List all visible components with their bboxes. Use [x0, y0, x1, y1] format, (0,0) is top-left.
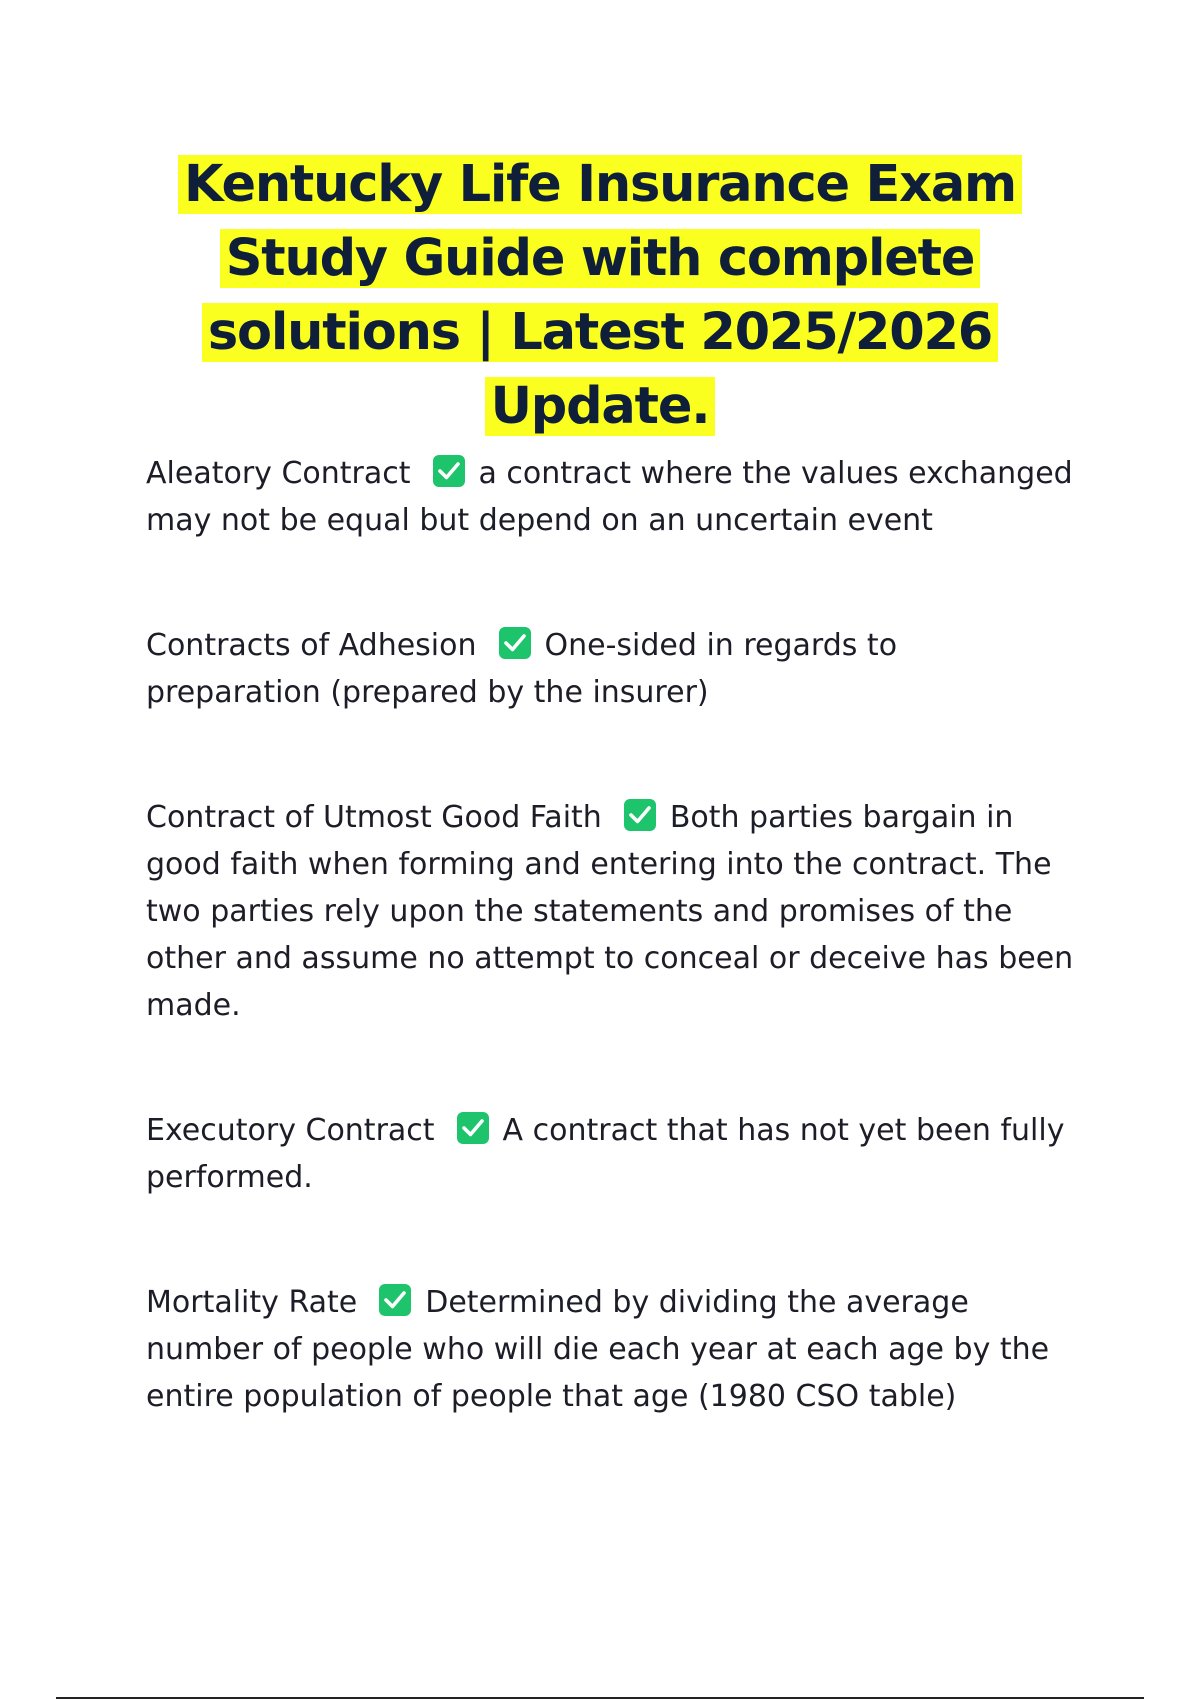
list-item [146, 1107, 1076, 1201]
term-list [146, 450, 1076, 1420]
list-item [146, 622, 1076, 716]
term-label: Contracts of Adhesion [146, 628, 477, 663]
term-definition: a contract where the values exchanged may not be equal but depend on an uncertain event [146, 456, 1073, 538]
check-mark-icon [379, 1284, 411, 1316]
title-block [100, 148, 1100, 444]
term-label: Mortality Rate [146, 1285, 358, 1320]
list-item [146, 1279, 1076, 1420]
term-label: Aleatory Contract [146, 456, 411, 491]
term-label: Contract of Utmost Good Faith [146, 800, 602, 835]
check-mark-icon [499, 627, 531, 659]
term-definition: Both parties bargain in good faith when forming and entering into the contract. The two parties rely upon the statements and promises of the other and assume no attempt to conceal or deceive has been made. [146, 800, 1074, 1023]
check-mark-icon [433, 455, 465, 487]
check-mark-icon [457, 1112, 489, 1144]
check-mark-icon [624, 799, 656, 831]
page-bottom-divider [56, 1697, 1144, 1699]
list-item [146, 794, 1076, 1029]
term-definition: A contract that has not yet been fully performed. [146, 1113, 1065, 1195]
page-title-text: Kentucky Life Insurance Exam Study Guide with complete solutions | Latest 2025/2026 Update. [178, 155, 1022, 436]
term-definition: Determined by dividing the average number of people who will die each year at each age by the entire population of people that age (1980 CSO table) [146, 1285, 1050, 1414]
page-title [100, 148, 1100, 444]
term-label: Executory Contract [146, 1113, 435, 1148]
term-definition: One-sided in regards to preparation (prepared by the insurer) [146, 628, 898, 710]
list-item [146, 450, 1076, 544]
